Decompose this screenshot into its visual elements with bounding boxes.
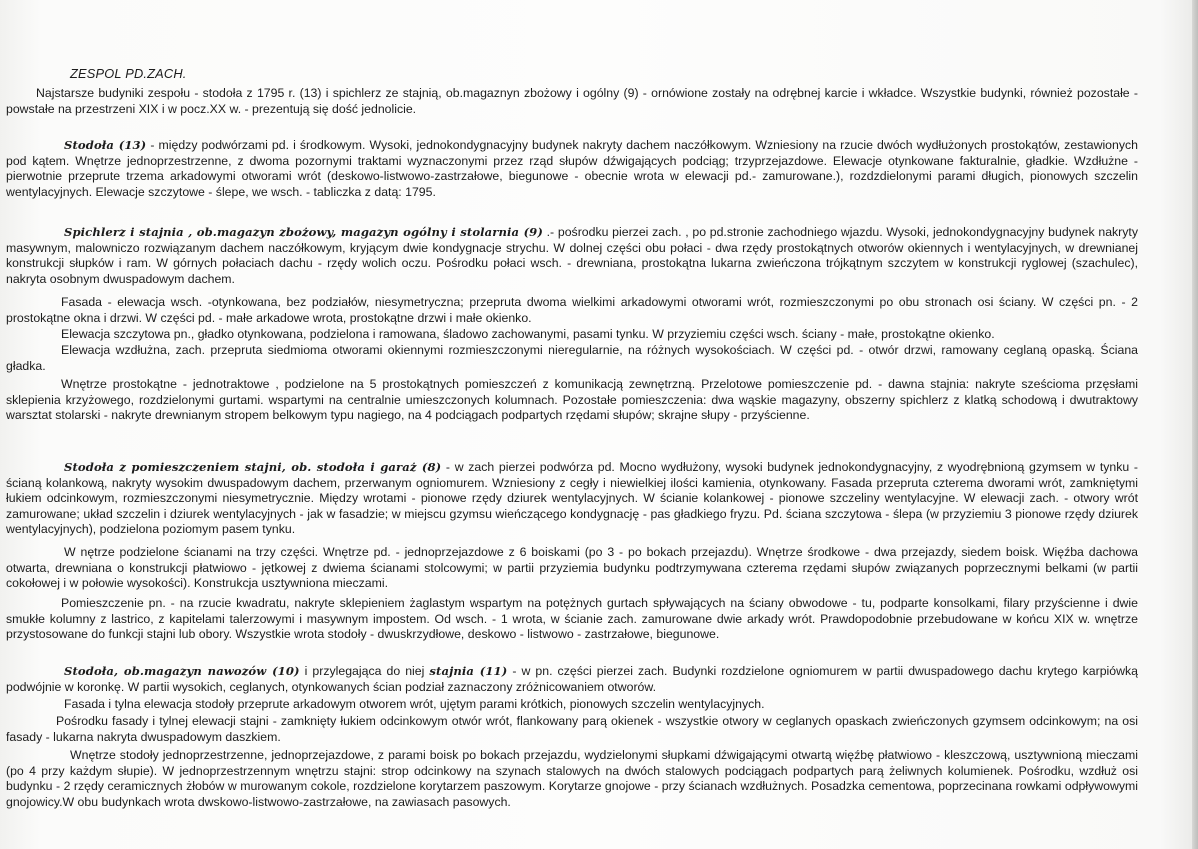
section-spichlerz-9 <box>6 225 1138 287</box>
paragraph: Wnętrze prostokątne - jednotraktowe , podzielone na 5 prostokątnych pomieszczeń z komunikacją zewnętrzną. Przelotowe pomieszczenie pd. - dawna stajnia: nakryte sześcioma przęsłami sklepienia krzyżowego, rozdzielonymi gurtami. wspartymi na centralnie umieszczonych kolumnach. Pozostałe pomieszczenia: dwa wąskie magazyny, obszerny spichlerz z klatką schodową i dwutraktowy warsztat stolarski - nakryte drewnianym stropem belkowym typu nagiego, na 4 podciągach podpartych rzędami słupów; skrajne słupy - przyścienne. <box>6 377 1138 423</box>
paragraph: Fasada - elewacja wsch. -otynkowana, bez podziałów, niesymetryczna; przepruta dwoma wielkimi arkadowymi otworami wrót, rozmieszczonymi po obu stronach osi ściany. W części pn. - 2 prostokątne okna i drzwi. W części pd. - małe arkadowe wrota, prostokątne drzwi i małe okienko. <box>6 295 1138 325</box>
intro-paragraph: Najstarsze budyniki zespołu - stodoła z 1795 r. (13) i spichlerz ze stajnią, ob.magaznyn zbożowy i ogólny (9) - ornówione zostały na odrębnej karcie i wkładce. Wszystkie budynki, również pozostałe - powstałe na przestrzeni XIX i w pocz.XX w. - prezentują się dość jednolicie. <box>6 86 1138 116</box>
paragraph: Elewacja wzdłużna, zach. przepruta siedmioma otworami okiennymi rozmieszczonymi nieregularnie, na różnych wysokościach. W części pd. - otwór drzwi, ramowany ceglaną opaską. Ściana gładka. <box>6 343 1138 373</box>
paragraph: W nętrze podzielone ścianami na trzy części. Wnętrze pd. - jednoprzejazdowe z 6 boiskami (po 3 - po bokach przejazdu). Wnętrze środkowe - dwa przejazdy, siedem boisk. Więźba dachowa otwarta, drewniana o konstrukcji płatwiowo - jętkowej z dwiema ścianami stolcowymi; w partii przyziemia budynku podtrzymywana czterema rzędami słupów związanych poprzecznymi belkami (w partii cokołowej i w połowie wysokości). Konstrukcja usztywniona mieczami. <box>6 545 1138 591</box>
section-text: - w pn. części pierzei zach. Budynki rozdzielone ogniomurem w partii dwuspadowego dachu krytego karpiówką podwójnie w koronkę. W partii wysokich, ceglanych, otynkowanych ścian podział zaznaczony zróżnicowaniem otworów. <box>6 664 1138 694</box>
paragraph: Pośrodku fasady i tylnej elewacji stajni - zamknięty łukiem odcinkowym otwór wrót, flankowany parą okienek - wszystkie otwory w ceglanych opaskach zwieńczonych gzymsem odcinkowym; na osi fasady - lukarna nakryta dwuspadowym daszkiem. <box>6 714 1138 744</box>
section-text: - w zach pierzei podwórza pd. Mocno wydłużony, wysoki budynek jednokondygnacyjny, z wyodrębnioną gzymsem w tynku - ścianą kolankową, nakryty wysokim dwuspadowym dachem, przerwanym ogniomurem. Wzniesiony z cegły i niewielkiej ilości kamienia, otynkowany. Fasada przepruta czterema dworami wrót, zamkniętymi łukiem odcinkowym, rozmieszczonymi niesymetrycznie. Między wrotami - pionowe rzędy dziurek wentylacyjnych. W ścianie kolankowej - pionowe szczeliny wentylacyjne. W elewacji zach. - otwory wrót zamurowane; układ szczelin i dziurek wentylacyjnych - jak w fasadzie; w miejscu gzymsu wieńczącego kondygnację - pas gładkiego fryzu. Pd. ściana szczytowa - ślepa (w przyziemiu 3 pionowe rzędy dziurek wentylacyjnych), podzielona poziomym pasem tynku. <box>6 460 1138 537</box>
section-joiner: i przylegająca do niej <box>299 664 430 678</box>
section-heading-2: stajnia (11) <box>429 664 508 678</box>
paragraph: Fasada i tylna elewacja stodoły przeprute arkadowym otworem wrót, ujętym parami krótkich, pionowych szczelin wentylacyjnych. <box>64 697 765 711</box>
section-stodola-10-stajnia-11 <box>6 664 1138 695</box>
section-text: - między podwórzami pd. i środkowym. Wysoki, jednokondygnacyjny budynek nakryty dachem naczółkowym. Wzniesiony na rzucie dwóch wydłużonych prostokątów, zestawionych pod kątem. Wnętrze jednoprzestrzenne, z dwoma pozornymi traktami wyznaczonymi przez rząd słupów dźwigających podciąg; trzyprzejazdowe. Elewacje otynkowane fakturalnie, gładkie. Wzdłużne - pierwotnie przeprute trzema arkadowymi otworami wrót (deskowo-listwowo-zastrzałowe, biegunowe - obecnie wrota w elewacji pd.- zamurowane.), rozdzdielonymi parami długich, pionowych szczelin wentylacyjnych. Elewacje szczytowe - ślepe, we wsch. - tabliczka z datą: 1795. <box>6 138 1138 199</box>
section-heading: Stodoła (13) <box>64 138 147 152</box>
section-heading: Spichlerz i stajnia , ob.magazyn zbożowy, magazyn ogólny i stolarnia (9) <box>64 225 543 239</box>
section-text: .- pośrodku pierzei zach. , po pd.stronie zachodniego wjazdu. Wysoki, jednokondygnacyjny budynek nakryty masywnym, malowniczo rozwiązanym dachem naczółkowym, kryjącym dwie kondygnacje strychu. W dolnej części obu połaci - dwa rzędy prostokątnych otworów okiennych i wentylacyjnych, w drewnianej konstrukcji słupków i ram. W górnych połaciach dachu - rzędy wolich oczu. Pośrodku połaci wsch. - drewniana, prostokątna lukarna zwieńczona trójkątnym szczytem w konstrukcji ryglowej (szachulec), nakryta osobnym dwuspadowym dachem. <box>6 225 1138 286</box>
paragraph: Pomieszczenie pn. - na rzucie kwadratu, nakryte sklepieniem żaglastym wspartym na potężnych gurtach spływających na ściany obwodowe - tu, podparte konsolkami, filary przyścienne i dwie smukłe kolumny z lastrico, z kapitelami talerzowymi i masywnym impostem. Od wsch. - 1 wrota, w ścianie zach. zamurowane dwie arkady wrót. Prawdopodobnie przebudowane w końcu XIX w. wnętrze przystosowane do funkcji stajni lub obory. Wszystkie wrota stodoły - dwuskrzydłowe, deskowo - listwowo - zastrzałowe, biegunowe. <box>6 596 1138 642</box>
paragraph: Wnętrze stodoły jednoprzestrzenne, jednoprzejazdowe, z parami boisk po bokach przejazdu, wydzielonymi słupkami dźwigającymi otwartą więźbę płatwiowo - kleszczową, usztywnioną mieczami (po 4 przy każdym słupie). W jednoprzestrzennym wnętrzu stajni: strop odcinkowy na szynach stalowych na dwóch stalowych podciągach podpartych parą żeliwnych kolumienek. Pośrodku, wzdłuż osi budynku - 2 rzędy ceramicznych żłobów w murowanym cokole, rozdzielone korytarzem paszowym. Korytarze gnojowe - przy ścianach wzdłużnych. Posadzka cementowa, poprzecinana rowkami odpływowymi gnojowicy.W obu budynkach wrota dwskowo-listwowo-zastrzałowe, na zawiasach pasowych. <box>6 748 1138 809</box>
section-heading: Stodoła z pomieszczeniem stajni, ob. stodoła i garaż (8) <box>64 460 442 474</box>
paragraph: Elewacja szczytowa pn., gładko otynkowana, podzielona i ramowana, śladowo zachowanymi, pasami tynku. W przyziemiu części wsch. ściany - małe, prostokątne okienko. <box>61 327 995 341</box>
page-title: ZESPOL PD.ZACH. <box>70 66 187 81</box>
section-stodola-8 <box>6 460 1138 538</box>
section-stodola-13 <box>6 138 1138 200</box>
section-heading: Stodoła, ob.magazyn nawozów (10) <box>64 664 300 678</box>
